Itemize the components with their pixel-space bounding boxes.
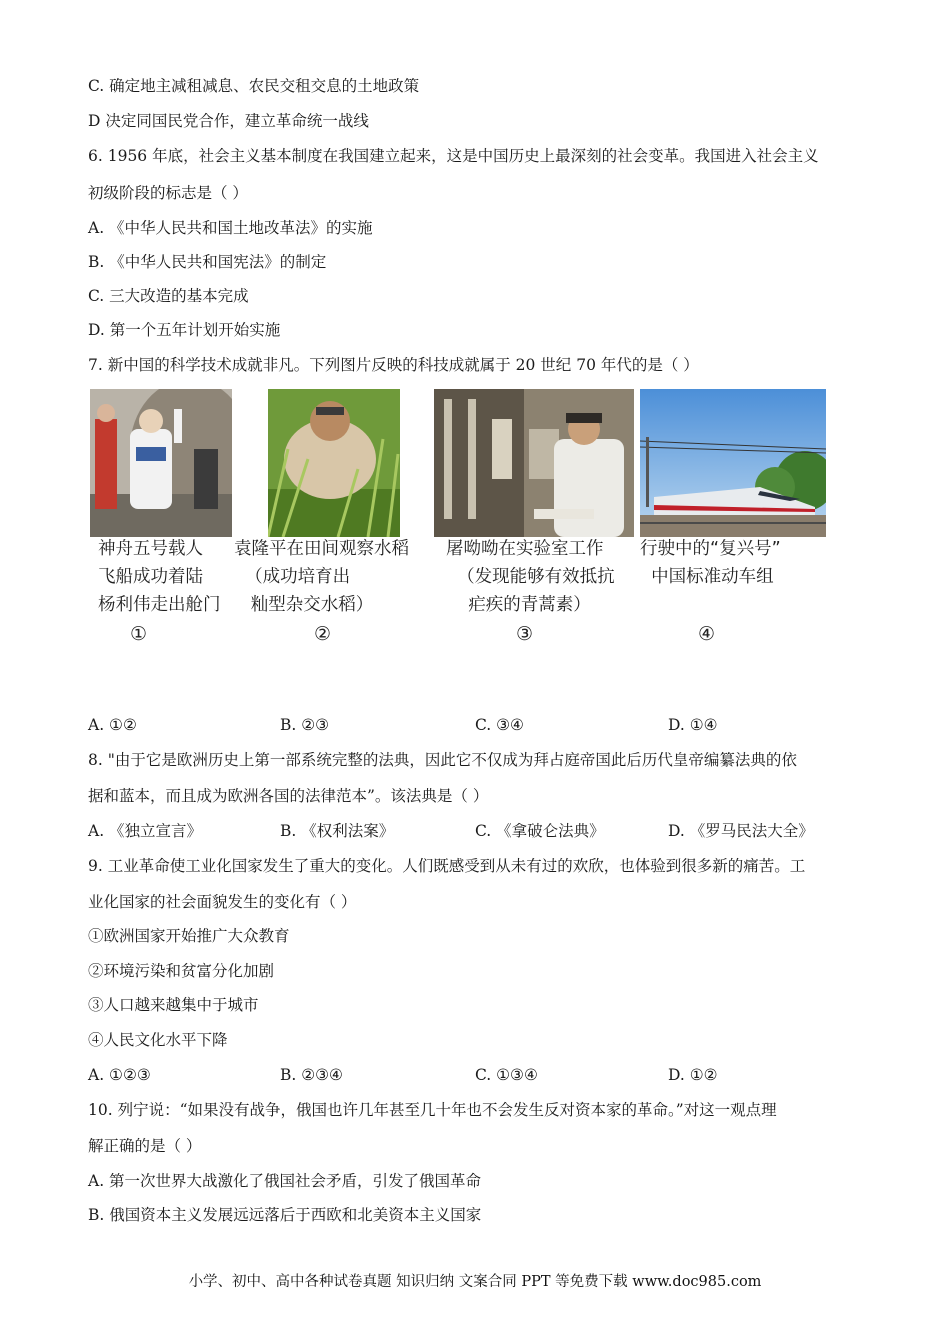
q5-option-d: D 决定同国民党合作，建立革命统一战线 bbox=[88, 112, 369, 130]
caption-2-number: ② bbox=[314, 623, 332, 645]
q8-stem-line1: 8. "由于它是欧洲历史上第一部系统完整的法典，因此它不仅成为拜占庭帝国此后历代皇帝编纂法典的依 bbox=[88, 751, 797, 769]
caption-1: 神舟五号载人 飞船成功着陆 杨利伟走出舱门 bbox=[98, 539, 221, 615]
q7-photo-strip bbox=[88, 385, 848, 665]
q9-item-4: ④人民文化水平下降 bbox=[88, 1031, 228, 1049]
q10-option-a: A. 第一次世界大战激化了俄国社会矛盾，引发了俄国革命 bbox=[88, 1172, 482, 1190]
caption-3: 屠呦呦在实验室工作 （发现能够有效抵抗 疟疾的青蒿素） bbox=[446, 539, 615, 615]
q9-item-1: ①欧洲国家开始推广大众教育 bbox=[88, 927, 290, 945]
q8-stem-line2: 据和蓝本，而且成为欧洲各国的法律范本”。该法典是（ ） bbox=[88, 787, 489, 805]
q9-option-b: B. ②③④ bbox=[280, 1066, 343, 1084]
caption-4: 行驶中的“复兴号” 中国标准动车组 bbox=[640, 539, 781, 587]
q9-option-a: A. ①②③ bbox=[88, 1066, 151, 1084]
q9-option-d: D. ①② bbox=[668, 1066, 718, 1084]
caption-1-number: ① bbox=[130, 623, 148, 645]
q8-option-b: B. 《权利法案》 bbox=[280, 822, 395, 840]
q6-stem-line1: 6. 1956 年底，社会主义基本制度在我国建立起来，这是中国历史上最深刻的社会变革。我国进入社会主义 bbox=[88, 147, 819, 165]
q7-stem: 7. 新中国的科学技术成就非凡。下列图片反映的科技成就属于 20 世纪 70 年代的是（ ） bbox=[88, 356, 699, 374]
astronaut-photo bbox=[90, 389, 232, 537]
q5-option-c: C. 确定地主减租减息、农民交租交息的土地政策 bbox=[88, 77, 420, 95]
q6-option-b: B. 《中华人民共和国宪法》的制定 bbox=[88, 253, 327, 271]
q7-option-c: C. ③④ bbox=[475, 716, 524, 734]
q6-option-d: D. 第一个五年计划开始实施 bbox=[88, 321, 281, 339]
q7-option-b: B. ②③ bbox=[280, 716, 330, 734]
q6-stem-line2: 初级阶段的标志是（ ） bbox=[88, 184, 248, 202]
q10-option-b: B. 俄国资本主义发展远远落后于西欧和北美资本主义国家 bbox=[88, 1206, 482, 1224]
caption-3-number: ③ bbox=[516, 623, 534, 645]
q6-option-a: A. 《中华人民共和国土地改革法》的实施 bbox=[88, 219, 373, 237]
q10-stem-line1: 10. 列宁说：“如果没有战争，俄国也许几年甚至几十年也不会发生反对资本家的革命。”对这一观点理 bbox=[88, 1101, 777, 1119]
q7-option-d: D. ①④ bbox=[668, 716, 718, 734]
q8-option-c: C. 《拿破仑法典》 bbox=[475, 822, 605, 840]
q9-option-c: C. ①③④ bbox=[475, 1066, 538, 1084]
q7-option-a: A. ①② bbox=[88, 716, 137, 734]
q8-options bbox=[88, 821, 888, 841]
q6-option-c: C. 三大改造的基本完成 bbox=[88, 287, 249, 305]
q10-stem-line2: 解正确的是（ ） bbox=[88, 1137, 202, 1155]
q9-options bbox=[88, 1065, 888, 1085]
footer-link-text[interactable]: 小学、初中、高中各种试卷真题 知识归纳 文案合同 PPT 等免费下载 www.doc985.com bbox=[188, 1274, 762, 1290]
q9-stem-line2: 业化国家的社会面貌发生的变化有（ ） bbox=[88, 893, 357, 911]
q7-options bbox=[88, 715, 888, 735]
laboratory-photo bbox=[434, 389, 634, 537]
rice-field-photo bbox=[268, 389, 400, 537]
q9-item-2: ②环境污染和贫富分化加剧 bbox=[88, 962, 275, 980]
q9-stem-line1: 9. 工业革命使工业化国家发生了重大的变化。人们既感受到从未有过的欢欣，也体验到很多新的痛苦。工 bbox=[88, 857, 806, 875]
q8-option-d: D. 《罗马民法大全》 bbox=[668, 822, 814, 840]
caption-2: 袁隆平在田间观察水稻 （成功培育出 籼型杂交水稻） bbox=[234, 539, 409, 615]
q8-option-a: A. 《独立宣言》 bbox=[88, 822, 203, 840]
train-photo bbox=[640, 389, 826, 537]
caption-4-number: ④ bbox=[698, 623, 716, 645]
q9-item-3: ③人口越来越集中于城市 bbox=[88, 996, 259, 1014]
